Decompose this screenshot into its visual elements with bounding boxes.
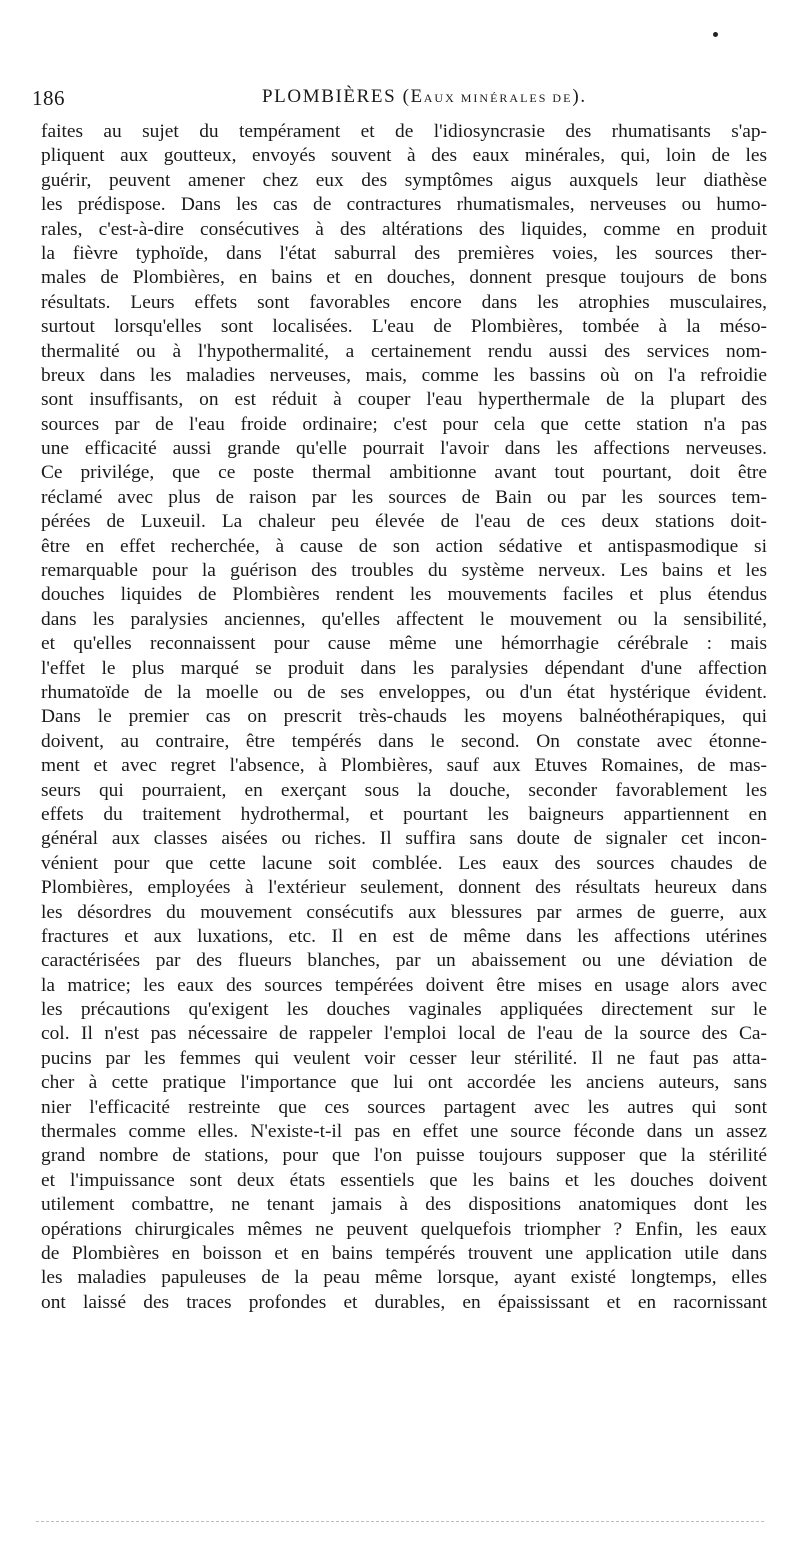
text-line: nier l'efficacité restreinte que ces sources partagent avec les autres qui sont <box>41 1096 767 1118</box>
text-line: thermalité ou à l'hypothermalité, a certainement rendu aussi des services nom- <box>41 340 767 362</box>
text-line: doivent, au contraire, être tempérés dans le second. On constate avec étonne- <box>41 730 767 752</box>
text-line: remarquable pour la guérison des troubles du système nerveux. Les bains et les <box>41 560 767 582</box>
text-line: résultats. Leurs effets sont favorables encore dans les atrophies musculaires, <box>41 291 767 313</box>
text-line: l'effet le plus marqué se produit dans les paralysies dépendant d'une affection <box>41 657 767 679</box>
text-line: sources par de l'eau froide ordinaire; c'est pour cela que cette station n'a pas <box>41 413 767 435</box>
text-line: effets du traitement hydrothermal, et pourtant les baigneurs appartiennent en <box>41 803 767 825</box>
page-number: 186 <box>32 86 65 110</box>
text-line: et qu'elles reconnaissent pour cause même une hémorrhagie cérébrale : mais <box>41 633 767 655</box>
text-line: rales, c'est-à-dire consécutives à des altérations des liquides, comme en produit <box>41 218 767 240</box>
text-line: guérir, peuvent amener chez eux des symptômes aigus auxquels leur diathèse <box>41 169 767 191</box>
text-line: breux dans les maladies nerveuses, mais, comme les bassins où on l'a refroidie <box>41 364 767 386</box>
text-line: Dans le premier cas on prescrit très-chauds les moyens balnéothérapiques, qui <box>41 706 767 728</box>
text-line: utilement combattre, ne tenant jamais à des dispositions anatomiques dont les <box>41 1194 767 1216</box>
running-title-main: PLOMBIÈRES (E <box>262 86 424 107</box>
text-line: faites au sujet du tempérament et de l'idiosyncrasie des rhumatisants s'ap- <box>41 121 767 142</box>
text-line: les précautions qu'exigent les douches vaginales appliquées directement sur le <box>41 999 767 1021</box>
text-line: sont insuffisants, on est réduit à couper l'eau hyperthermale de la plupart des <box>41 389 767 411</box>
text-line: fractures et aux luxations, etc. Il en est de même dans les affections utérines <box>41 925 767 947</box>
text-line: les prédispose. Dans les cas de contractures rhumatismales, nerveuses ou humo- <box>41 194 767 216</box>
text-line: seurs qui pourraient, en exerçant sous la douche, seconder favorablement les <box>41 779 767 801</box>
text-line: ont laissé des traces profondes et durables, en épaississant et en racornissant <box>41 1291 767 1313</box>
text-line: pucins par les femmes qui veulent voir cesser leur stérilité. Il ne faut pas atta- <box>41 1047 767 1069</box>
text-line: caractérisées par des flueurs blanches, par un abaissement ou une déviation de <box>41 950 767 972</box>
text-line: les maladies papuleuses de la peau même lorsque, ayant existé longtemps, elles <box>41 1267 767 1289</box>
text-line: col. Il n'est pas nécessaire de rappeler l'emploi local de l'eau de la source des Ca- <box>41 1023 767 1045</box>
running-title-small-caps: AUX MINÉRALES DE <box>423 91 573 105</box>
text-line: pliquent aux goutteux, envoyés souvent à des eaux minérales, qui, loin de les <box>41 145 767 167</box>
text-line: surtout lorsqu'elles sont localisées. L'eau de Plombières, tombée à la méso- <box>41 316 767 338</box>
text-line: de Plombières en boisson et en bains tempérés trouvent une application utile dans <box>41 1242 767 1264</box>
text-line: réclamé avec plus de raison par les sources de Bain ou par les sources tem- <box>41 486 767 508</box>
text-line: la matrice; les eaux des sources tempérées doivent être mises en usage alors avec <box>41 974 767 996</box>
ink-speck <box>713 32 718 37</box>
text-line: males de Plombières, en bains et en douches, donnent presque toujours de bons <box>41 267 767 289</box>
running-title-end: ). <box>572 86 587 107</box>
text-line: ment et avec regret l'absence, à Plombières, sauf aux Etuves Romaines, de mas- <box>41 755 767 777</box>
body-text <box>41 120 767 1315</box>
text-line: rhumatoïde de la moelle ou de ses enveloppes, ou d'un état hystérique évident. <box>41 681 767 703</box>
page-header <box>32 86 764 116</box>
text-line: opérations chirurgicales mêmes ne peuvent quelquefois triompher ? Enfin, les eaux <box>41 1218 767 1240</box>
text-line: cher à cette pratique l'importance que lui ont accordée les anciens auteurs, sans <box>41 1072 767 1094</box>
footer-rule <box>36 1521 764 1522</box>
text-line: être en effet recherchée, à cause de son action sédative et antispasmodique si <box>41 535 767 557</box>
text-line: Ce privilége, que ce poste thermal ambitionne avant tout pourtant, doit être <box>41 462 767 484</box>
text-line: général aux classes aisées ou riches. Il suffira sans doute de signaler cet incon- <box>41 828 767 850</box>
text-line: vénient pour que cette lacune soit comblée. Les eaux des sources chaudes de <box>41 852 767 874</box>
text-line: grand nombre de stations, pour que l'on puisse toujours supposer que la stérilité <box>41 1145 767 1167</box>
text-line: douches liquides de Plombières rendent les mouvements faciles et plus étendus <box>41 584 767 606</box>
text-line: les désordres du mouvement consécutifs aux blessures par armes de guerre, aux <box>41 901 767 923</box>
text-line: la fièvre typhoïde, dans l'état saburral des premières voies, les sources ther- <box>41 242 767 264</box>
text-line: pérées de Luxeuil. La chaleur peu élevée de l'eau de ces deux stations doit- <box>41 511 767 533</box>
text-line: Plombières, employées à l'extérieur seulement, donnent des résultats heureux dans <box>41 877 767 899</box>
text-line: thermales comme elles. N'existe-t-il pas en effet une source féconde dans un assez <box>41 1121 767 1143</box>
running-title <box>262 86 587 108</box>
text-line: et l'impuissance sont deux états essentiels que les bains et les douches doivent <box>41 1169 767 1191</box>
text-line: dans les paralysies anciennes, qu'elles affectent le mouvement ou la sensibilité, <box>41 608 767 630</box>
text-line: une efficacité aussi grande qu'elle pourrait l'avoir dans les affections nerveuses. <box>41 438 767 460</box>
